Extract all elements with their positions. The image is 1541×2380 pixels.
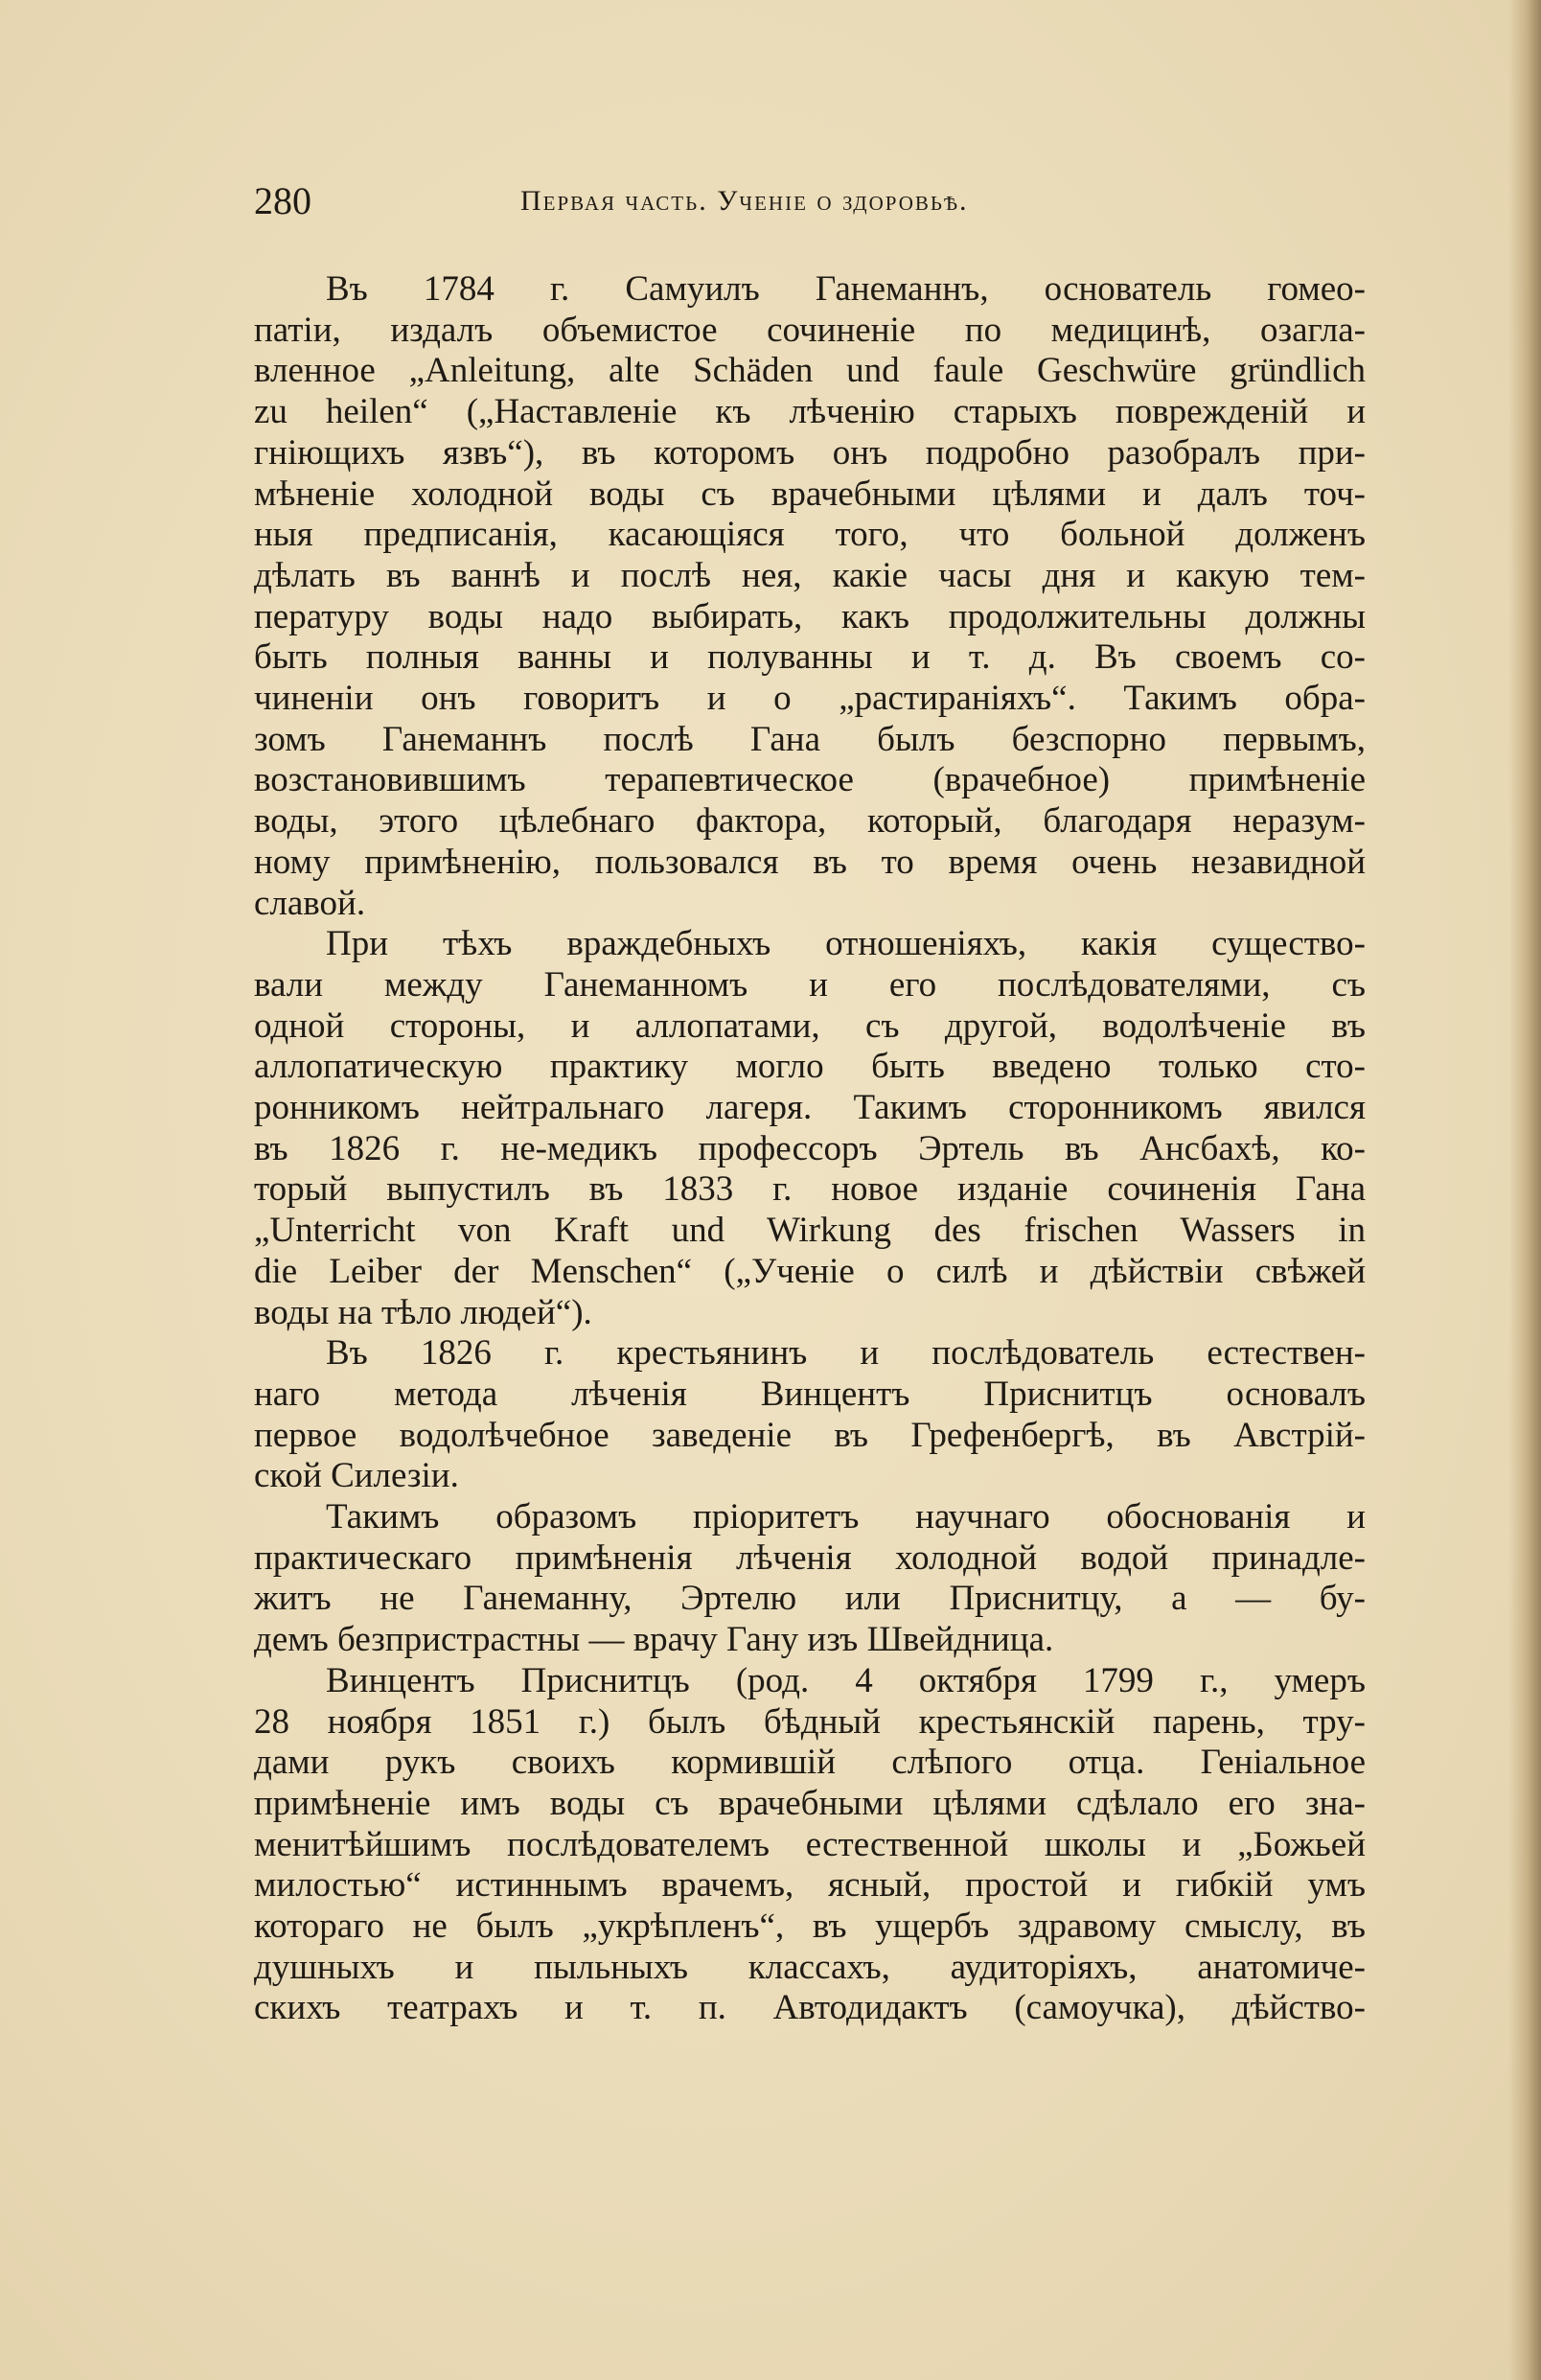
text-line: вленное „Anleitung, alte Schäden und faule Geschwüre gründlich <box>254 351 1366 391</box>
text-line: Винцентъ Приснитцъ (род. 4 октября 1799 г., умеръ <box>326 1660 1366 1700</box>
text-line: пературу воды надо выбирать, какъ продолжительны должны <box>254 596 1366 636</box>
text-line: примѣненіе имъ воды съ врачебными цѣлями сдѣлало его зна- <box>254 1783 1366 1823</box>
text-line: менитѣйшимъ послѣдователемъ естественной школы и „Божьей <box>254 1824 1366 1864</box>
text-line: котораго не былъ „укрѣпленъ“, въ ущербъ здравому смыслу, въ <box>254 1906 1366 1946</box>
text-line: die Leiber der Menschen“ („Ученіе о силѣ и дѣйствіи свѣжей <box>254 1251 1366 1291</box>
text-line: воды, этого цѣлебнаго фактора, который, благодаря неразум- <box>254 801 1366 842</box>
text-line: Въ 1826 г. крестьянинъ и послѣдователь естествен- <box>326 1333 1366 1374</box>
text-line: душныхъ и пыльныхъ классахъ, аудиторіяхъ, анатомиче- <box>254 1947 1366 1987</box>
page-number: 280 <box>254 179 311 222</box>
text-line: ской Силезіи. <box>254 1456 459 1496</box>
text-line: первое водолѣчебное заведеніе въ Грефенбергѣ, въ Австрій- <box>254 1415 1366 1455</box>
text-line: одной стороны, и аллопатами, съ другой, водолѣченіе въ <box>254 1005 1366 1046</box>
text-line: ронникомъ нейтральнаго лагеря. Такимъ сторонникомъ явился <box>254 1088 1366 1127</box>
running-title: Первая часть. Ученіе о здоровьѣ. <box>520 185 969 217</box>
text-line: ныя предписанія, касающіяся того, что больной долженъ <box>254 515 1366 555</box>
text-line: торый выпустилъ въ 1833 г. новое изданіе сочиненія Гана <box>254 1169 1366 1210</box>
text-line: славой. <box>254 883 366 923</box>
text-line: наго метода лѣченія Винцентъ Приснитцъ основалъ <box>254 1374 1366 1414</box>
text-line: zu heilen“ („Наставленіе къ лѣченію старыхъ поврежденій и <box>254 392 1366 432</box>
text-line: въ 1826 г. не-медикъ профессоръ Эртель въ Ансбахѣ, ко- <box>254 1128 1366 1168</box>
text-line: ному примѣненію, пользовался въ то время очень незавидной <box>254 842 1366 882</box>
text-line: воды на тѣло людей“). <box>254 1292 592 1332</box>
text-line: возстановившимъ терапевтическое (врачебное) примѣненіе <box>254 760 1366 800</box>
text-line: 28 ноября 1851 г.) былъ бѣдный крестьянскій парень, тру- <box>254 1701 1366 1742</box>
text-line: скихъ театрахъ и т. п. Автодидактъ (самоучка), дѣйство- <box>254 1988 1366 2028</box>
text-line: дѣлать въ ваннѣ и послѣ нея, какіе часы дня и какую тем- <box>254 555 1366 595</box>
text-line: мѣненіе холодной воды съ врачебными цѣлями и далъ точ- <box>254 474 1366 514</box>
text-line: демъ безпристрастны — врачу Гану изъ Швейдница. <box>254 1620 1054 1660</box>
text-line: милостью“ истиннымъ врачемъ, ясный, простой и гибкій умъ <box>254 1865 1366 1906</box>
text-line: дами рукъ своихъ кормившій слѣпого отца. Геніальное <box>254 1743 1366 1783</box>
text-line: При тѣхъ враждебныхъ отношеніяхъ, какія существо- <box>326 924 1366 964</box>
text-line: гніющихъ язвъ“), въ которомъ онъ подробно разобралъ при- <box>254 432 1366 473</box>
text-line: патіи, издалъ объемистое сочиненіе по медицинѣ, озагла- <box>254 310 1366 350</box>
text-line: зомъ Ганеманнъ послѣ Гана былъ безспорно первымъ, <box>254 719 1366 759</box>
text-line: аллопатическую практику могло быть введено только сто- <box>254 1047 1366 1087</box>
text-line: чиненіи онъ говоритъ и о „растираніяхъ“. Такимъ обра- <box>254 679 1366 718</box>
text-line: вали между Ганеманномъ и его послѣдователями, съ <box>254 964 1366 1005</box>
text-line: быть полныя ванны и полуванны и т. д. Въ своемъ со- <box>254 637 1366 678</box>
text-line: Такимъ образомъ пріоритетъ научнаго обоснованія и <box>326 1497 1366 1537</box>
text-line: Въ 1784 г. Самуилъ Ганеманнъ, основатель гомео- <box>326 269 1366 309</box>
text-line: „Unterricht von Kraft und Wirkung des frischen Wassers in <box>254 1211 1366 1251</box>
text-line: житъ не Ганеманну, Эртелю или Приснитцу, а — бу- <box>254 1579 1366 1619</box>
text-line: практическаго примѣненія лѣченія холодной водой принадле- <box>254 1537 1366 1578</box>
